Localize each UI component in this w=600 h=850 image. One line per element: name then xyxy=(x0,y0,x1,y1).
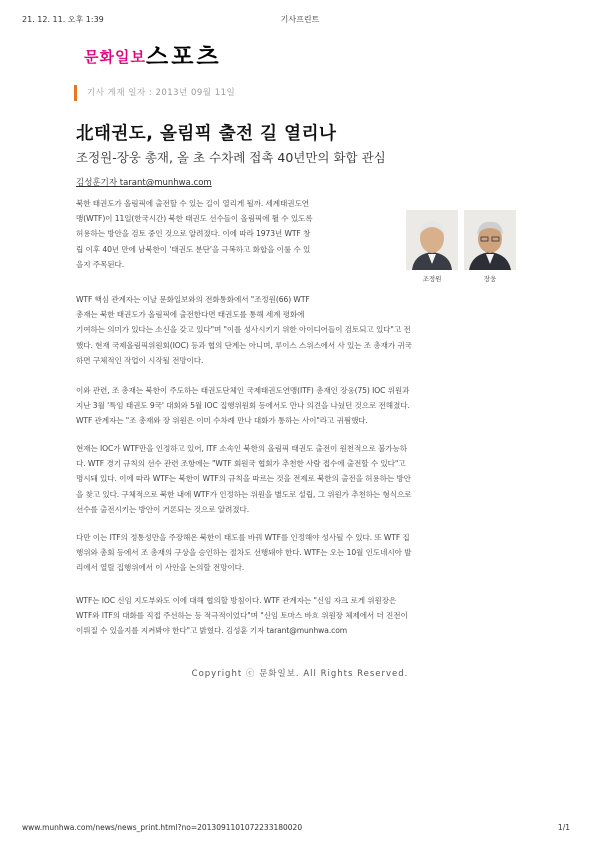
article-headline: 北태권도, 올림픽 출전 길 열리나 xyxy=(76,124,337,144)
photo-jang-ung xyxy=(464,210,516,270)
paragraph-line: 총재는 북한 태권도가 올림픽에 출전한다면 태권도를 통해 세계 평화에 xyxy=(76,310,305,320)
photo-cho-jung-won xyxy=(406,210,458,270)
paragraph-line: 을 찾고 있다. 구체적으로 북한 내에 WTF가 인정하는 위원을 별도로 설립, 그 위원가 추천하는 형식으로 xyxy=(76,489,412,499)
paragraph-line: 맹(WTF)이 11일(한국시간) 북한 태권도 선수들이 올림픽에 뛸 수 있도록 xyxy=(76,214,313,224)
paragraph-line: 리에서 열릴 집행위에서 이 사안을 논의할 전망이다. xyxy=(76,563,245,573)
paragraph-line: 하면 구체적인 작업이 시작될 전망이다. xyxy=(76,355,204,365)
paragraph-line: 행위와 총회 등에서 조 총재의 구상을 승인하는 절차도 선행돼야 한다. WTF는 오는 10월 인도네시아 발 xyxy=(76,548,412,558)
paragraph-line: 선수를 출전시키는 방안이 거론되는 것으로 알려졌다. xyxy=(76,504,250,514)
paragraph-line: 이뤄질 수 있을지를 지켜봐야 한다"고 밝혔다. 김성훈 기자 tarant@munhwa.com xyxy=(76,626,348,636)
paragraph-line: 북한 태권도가 올림픽에 출전할 수 있는 길이 열리게 될까. 세계태권도연 xyxy=(76,199,309,208)
paragraph-line: 허용하는 방안을 검토 중인 것으로 알려졌다. 이에 따라 1973년 WTF 창 xyxy=(76,229,311,239)
article-byline-link[interactable]: 김성훈기자 tarant@munhwa.com xyxy=(76,178,212,188)
photo-caption-left: 조정원 xyxy=(422,275,442,283)
article-subheadline: 조정원-장웅 총재, 올 초 수차례 접촉 40년만의 화합 관심 xyxy=(76,150,386,165)
paragraph-line: WTF는 IOC 신임 지도부와도 이에 대해 협의할 방침이다. WTF 관계자는 "신임 자크 로게 위원장은 xyxy=(76,596,397,605)
paragraph-line: 기여하는 의미가 있다는 소신을 갖고 있다"며 "이를 성사시키기 위한 아이디어들이 검토되고 있다"고 전 xyxy=(76,325,411,335)
paragraph-line: WTF와 ITF의 대화를 직접 주선하는 등 적극적이었다"며 "신임 토마스 바흐 위원장 체제에서 더 진전이 xyxy=(76,611,408,621)
article-paragraph-1 xyxy=(76,196,396,272)
article-paragraph-5 xyxy=(76,530,526,576)
paragraph-line: 지난 3월 '특임 태권도 9국' 대회와 5월 IOC 집행위원회 등에서도 만나 의견을 나눴던 것으로 전해졌다. xyxy=(76,401,410,411)
print-page-title: 기사프린트 xyxy=(280,15,320,24)
article-date: 기사 게재 일자 : 2013년 09월 11일 xyxy=(74,85,235,101)
paragraph-line: WTF 관계자는 "조 총재와 장 위원은 이미 수차례 만나 대화가 통하는 사이"라고 귀띔했다. xyxy=(76,416,368,426)
copyright-notice: Copyright ⓒ 문화일보. All Rights Reserved. xyxy=(191,669,409,679)
paragraph-line: 다만 이는 ITF의 정통성만을 주장해온 북한이 태도를 바꿔 WTF를 인정해야 성사될 수 있다. 또 WTF 집 xyxy=(76,533,410,542)
paragraph-line: 을지 주목된다. xyxy=(76,259,125,269)
page-number: 1/1 xyxy=(557,823,570,832)
paragraph-line: WTF 핵심 관계자는 이날 문화일보와의 전화통화에서 "조정원(66) WTF xyxy=(76,295,310,304)
paragraph-line: 립 이후 40년 만에 남북한이 '태권도 분단'을 극복하고 화합을 이룰 수 있 xyxy=(76,244,311,254)
footer-url: www.munhwa.com/news/news_print.html?no=2013091101072233180020 xyxy=(22,823,303,832)
photo-caption-right: 장웅 xyxy=(483,275,497,283)
article-paragraph-6 xyxy=(76,593,526,639)
paragraph-line: 명시돼 있다. 이에 따라 WTF는 북한이 WTF의 규칙을 따르는 것을 전제로 북한의 출전을 허용하는 방안 xyxy=(76,474,411,484)
section-logo: 스포츠 xyxy=(146,44,222,70)
paragraph-line: 다. WTF 경기 규칙의 선수 관련 조항에는 "WTF 회원국 협회가 추천한 사람 접수에 출전할 수 있다"고 xyxy=(76,459,406,469)
article-paragraph-2 xyxy=(76,292,526,368)
paragraph-line: 현재는 IOC가 WTF만을 인정하고 있어, ITF 소속인 북한의 올림픽 태권도 출전이 원천적으로 불가능하 xyxy=(76,444,407,453)
paragraph-line: 했다. 현재 국제올림픽위원회(IOC) 등과 협의 단계는 아니며, 루이스 스위스에서 사 있는 조 총재가 귀국 xyxy=(76,340,412,350)
article-paragraph-4 xyxy=(76,441,526,517)
portrait-image xyxy=(464,210,516,270)
portrait-image xyxy=(406,210,458,270)
newspaper-logo: 문화일보 xyxy=(84,48,146,66)
paragraph-line: 이와 관련, 조 총재는 북한이 주도하는 태권도단체인 국제태권도연맹(ITF) 총재인 장웅(75) IOC 위원과 xyxy=(76,386,410,395)
print-datetime: 21. 12. 11. 오후 1:39 xyxy=(22,15,104,24)
article-paragraph-3 xyxy=(76,383,526,429)
